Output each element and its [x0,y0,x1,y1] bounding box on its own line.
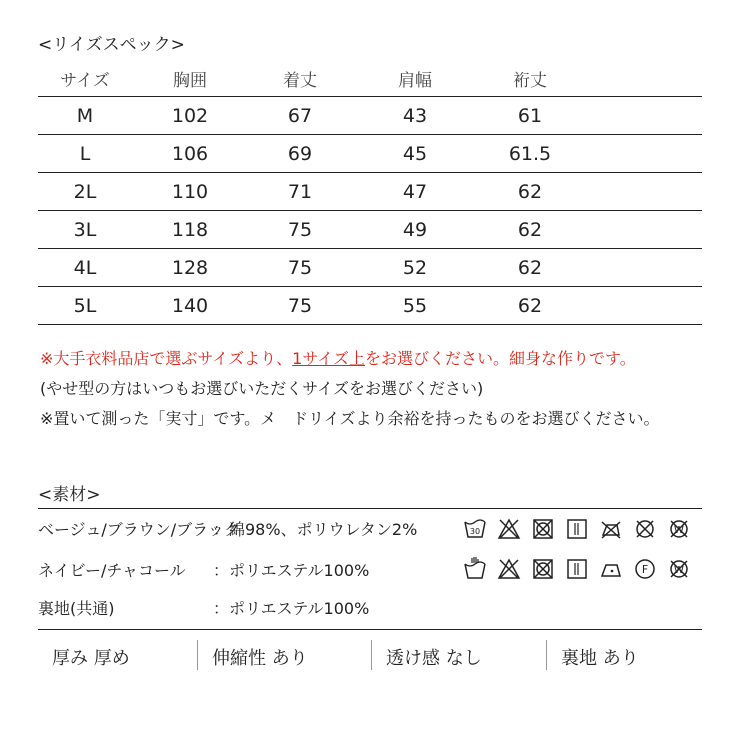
cell-size: 5L [73,295,97,317]
cell-sleeve: 62 [517,295,543,317]
cell-shoulder: 43 [402,105,428,127]
cell-length: 67 [287,105,313,127]
table-header-rule [38,96,702,97]
no-bleach-icon [497,517,521,541]
cell-length: 71 [287,181,313,203]
one-size-up-emphasis: 1サイズ上 [292,349,366,368]
material-top-rule [38,508,702,509]
svg-text:W: W [674,525,684,536]
row-divider [38,134,702,135]
cell-size: M [76,105,94,127]
note-measurement: ※置いて測った「実寸」です。メ ドリイズより余裕を持ったものをお選びください。 [40,409,660,428]
no-wet-clean-icon [667,517,691,541]
header-size: サイズ [60,71,110,91]
cell-chest: 110 [171,181,209,203]
cell-chest: 118 [171,219,209,241]
material-value-colors-b: ：ポリエステル100% [213,561,370,580]
row-divider [38,210,702,211]
material-label-colors-a: ベージュ/ブラウン/ブラック [38,520,240,539]
cell-sleeve: 61 [517,105,543,127]
feature-sheer: 透け感 なし [386,648,482,669]
material-value-colors-a: ：綿98%、ポリウレタン2% [213,520,418,539]
no-wet-clean-icon [667,557,691,581]
cell-size: 4L [73,257,97,279]
cell-shoulder: 49 [402,219,428,241]
cell-chest: 106 [171,143,209,165]
svg-text:F: F [641,563,649,576]
note-slim-advice: (やせ型の方はいつもお選びいただくサイズをお選びください) [40,379,484,398]
table-bottom-rule [38,324,702,325]
no-iron-icon [599,517,623,541]
line-dry-icon [565,517,589,541]
no-tumble-dry-icon [531,517,555,541]
header-sleeve: 裄丈 [513,71,547,91]
cell-size: 2L [73,181,97,203]
material-bottom-rule [38,629,702,630]
cell-shoulder: 47 [402,181,428,203]
wash-30-icon [463,517,487,541]
line-dry-icon [565,557,589,581]
iron-low-icon [599,557,623,581]
cell-length: 75 [287,219,313,241]
svg-text:W: W [674,565,684,576]
dry-clean-f-icon [633,557,657,581]
material-label-lining: 裏地(共通) [38,599,115,618]
material-value-lining: ：ポリエステル100% [213,599,370,618]
feature-divider [197,640,198,670]
cell-length: 75 [287,295,313,317]
no-bleach-icon [497,557,521,581]
cell-shoulder: 45 [402,143,428,165]
cell-size: L [79,143,91,165]
feature-stretch: 伸縮性 あり [212,648,308,669]
cell-sleeve: 62 [517,181,543,203]
header-chest: 胸囲 [173,71,207,91]
feature-lining: 裏地 あり [561,648,639,669]
cell-chest: 128 [171,257,209,279]
cell-length: 69 [287,143,313,165]
care-icons-row-2 [463,557,691,581]
row-divider [38,286,702,287]
material-title: <素材> [38,485,101,505]
feature-divider [371,640,372,670]
row-divider [38,248,702,249]
feature-thickness: 厚み 厚め [52,648,130,669]
cell-shoulder: 55 [402,295,428,317]
cell-chest: 102 [171,105,209,127]
no-tumble-dry-icon [531,557,555,581]
cell-size: 3L [73,219,97,241]
feature-divider [546,640,547,670]
cell-sleeve: 61.5 [508,143,552,165]
no-dry-clean-icon [633,517,657,541]
cell-sleeve: 62 [517,257,543,279]
care-icons-row-1 [463,517,691,541]
header-shoulder: 肩幅 [398,71,432,91]
cell-shoulder: 52 [402,257,428,279]
note-size-advice: ※大手衣料品店で選ぶサイズより、1サイズ上をお選びください。細身な作りです。 [40,349,636,368]
material-label-colors-b: ネイビー/チャコール [38,561,186,580]
row-divider [38,172,702,173]
svg-text:30: 30 [469,527,481,536]
cell-sleeve: 62 [517,219,543,241]
header-length: 着丈 [283,71,317,91]
size-spec-title: <リイズスペック> [38,35,185,55]
cell-chest: 140 [171,295,209,317]
cell-length: 75 [287,257,313,279]
hand-wash-icon [463,557,487,581]
